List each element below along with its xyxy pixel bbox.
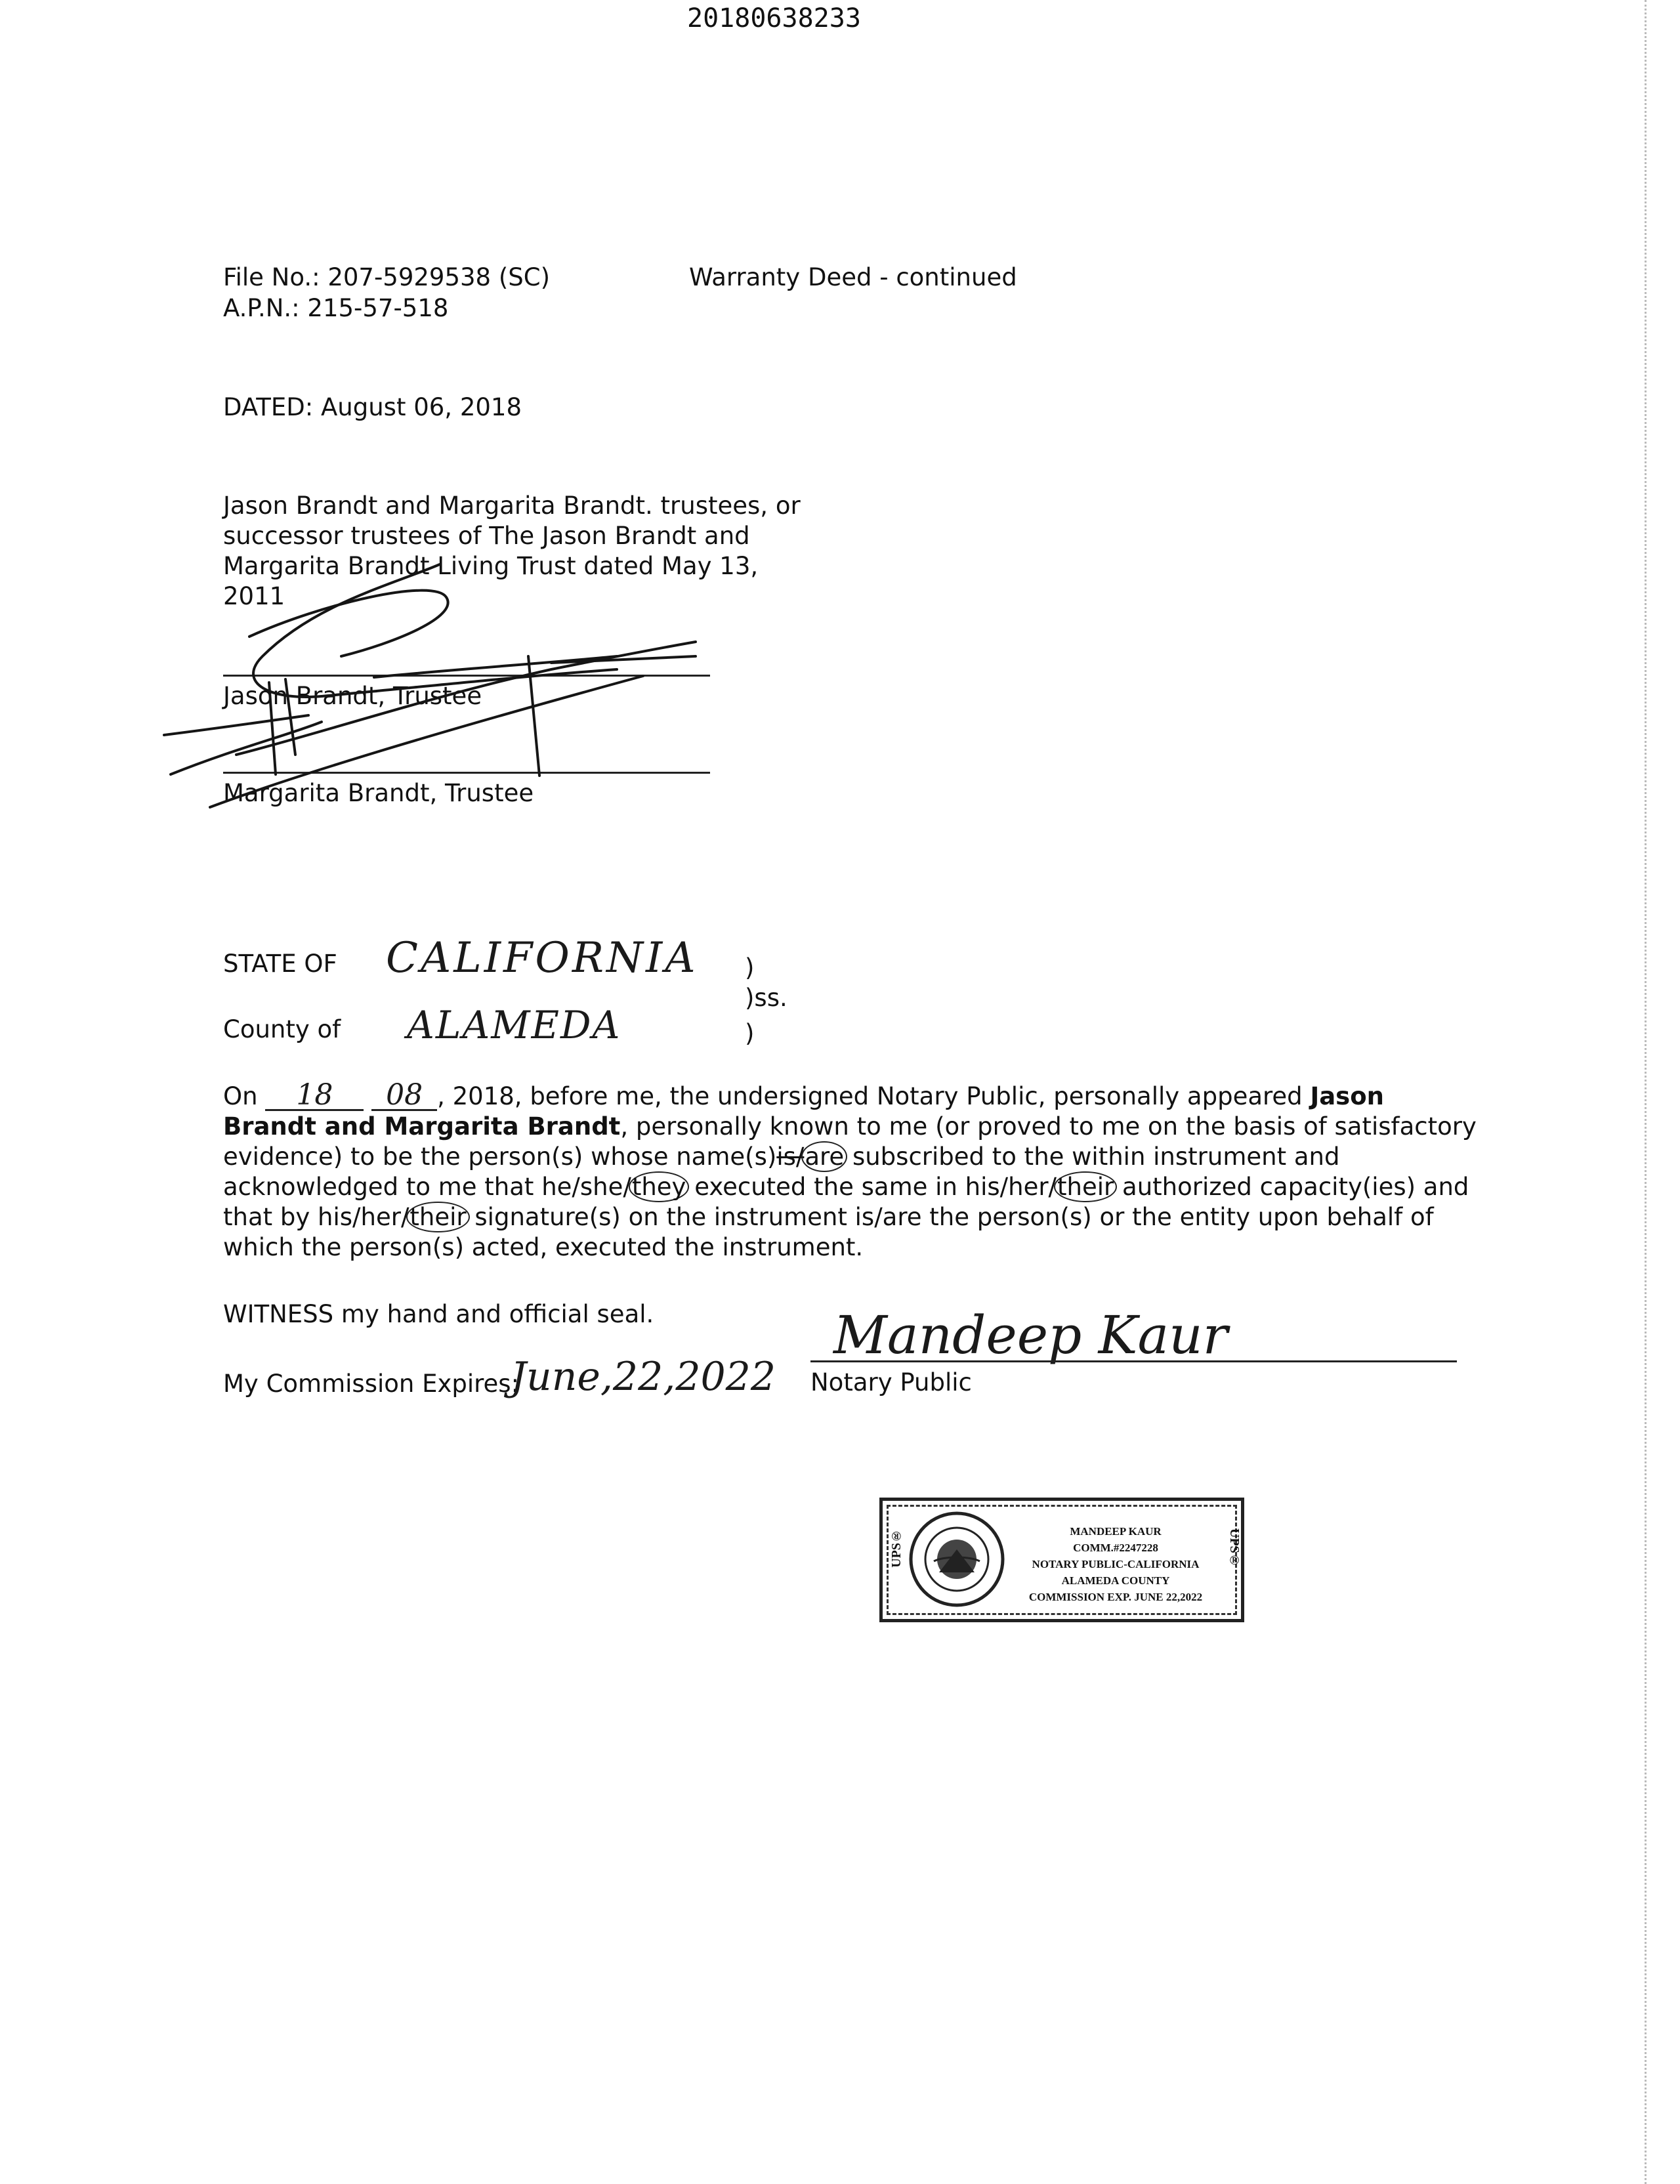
ack-line-3c: are	[801, 1141, 847, 1172]
grantor-line-1: Jason Brandt and Margarita Brandt. trustees, or	[223, 492, 801, 520]
ack-line-5a: that by his/her/	[223, 1203, 410, 1231]
stamp-text	[1014, 1523, 1217, 1605]
ack-text-1: , personally known to me (or proved to me on the basis of satisfactory	[620, 1112, 1477, 1141]
ack-line-4d: their	[1054, 1171, 1117, 1202]
venue-paren-close: )	[745, 1019, 755, 1047]
stamp-comm: COMM.#2247228	[1073, 1542, 1158, 1554]
scan-edge-artifact	[1645, 0, 1647, 2184]
notary-label: Notary Public	[810, 1368, 972, 1396]
ack-year-text: , 2018, before me, the undersigned Notary Public, personally appeared	[437, 1082, 1303, 1110]
ack-month: 08	[371, 1082, 437, 1111]
ack-line-4e: authorized capacity(ies) and	[1122, 1173, 1469, 1201]
ack-line-3d: subscribed to the within instrument and	[852, 1143, 1340, 1171]
ack-line-3b: is/	[776, 1143, 805, 1171]
signatory-2: Margarita Brandt, Trustee	[223, 779, 534, 807]
notary-signature-line	[810, 1360, 1457, 1362]
ack-line-6: which the person(s) acted, executed the instrument.	[223, 1233, 864, 1261]
venue-paren-open: )	[745, 954, 755, 982]
grantor-line-2: successor trustees of The Jason Brandt and	[223, 522, 750, 550]
signatory-1: Jason Brandt, Trustee	[223, 682, 482, 710]
ack-line-3	[223, 1142, 1339, 1172]
ack-line-4c: executed the same in his/her/	[694, 1173, 1057, 1201]
ack-line-1	[223, 1078, 1384, 1112]
county-value: ALAMEDA	[407, 1003, 621, 1047]
commission-value: June,22,2022	[511, 1354, 776, 1400]
venue-ss: )ss.	[745, 984, 788, 1012]
stamp-title: NOTARY PUBLIC-CALIFORNIA	[1032, 1558, 1200, 1570]
ack-line-5	[223, 1202, 1434, 1232]
commission-label: My Commission Expires:	[223, 1370, 520, 1398]
ack-line-4b: they	[629, 1171, 690, 1202]
grantor-line-3: Margarita Brandt Living Trust dated May 13,	[223, 552, 759, 580]
ack-line-5c: signature(s) on the instrument is/are the person(s) or the entity upon behalf of	[474, 1203, 1434, 1231]
stamp-name: MANDEEP KAUR	[1070, 1525, 1162, 1538]
ack-name-rest: Brandt and Margarita Brandt	[223, 1112, 621, 1141]
ack-line-4a: acknowledged to me that he/she/	[223, 1173, 631, 1201]
state-label: STATE OF	[223, 950, 337, 978]
document-number: 20180638233	[687, 3, 861, 33]
trustee-signatures	[158, 564, 748, 814]
file-number: File No.: 207-5929538 (SC)	[223, 263, 551, 291]
notary-signature: Mandeep Kaur	[833, 1305, 1228, 1366]
state-value: CALIFORNIA	[386, 934, 698, 982]
witness-line: WITNESS my hand and official seal.	[223, 1300, 654, 1328]
county-label: County of	[223, 1015, 341, 1043]
ack-line-2	[223, 1112, 1477, 1142]
grantor-line-4: 2011	[223, 582, 285, 610]
stamp-county: ALAMEDA COUNTY	[1061, 1574, 1170, 1587]
state-seal-icon	[908, 1510, 1006, 1608]
notary-stamp	[879, 1498, 1244, 1622]
ack-line-3a: evidence) to be the person(s) whose name(s)	[223, 1143, 777, 1171]
dated-line: DATED: August 06, 2018	[223, 393, 522, 421]
ack-day: 18	[265, 1082, 364, 1111]
ack-name-first: Jason	[1310, 1082, 1384, 1110]
stamp-side-left: UPS®	[889, 1528, 904, 1568]
stamp-side-right: UPS®	[1227, 1528, 1242, 1568]
stamp-expires: COMMISSION EXP. JUNE 22,2022	[1028, 1591, 1203, 1603]
ack-line-4	[223, 1172, 1469, 1202]
apn-number: A.P.N.: 215-57-518	[223, 294, 449, 322]
ack-line-5b: their	[406, 1202, 469, 1232]
document-type: Warranty Deed - continued	[689, 263, 1017, 291]
ack-on-label: On	[223, 1082, 258, 1110]
